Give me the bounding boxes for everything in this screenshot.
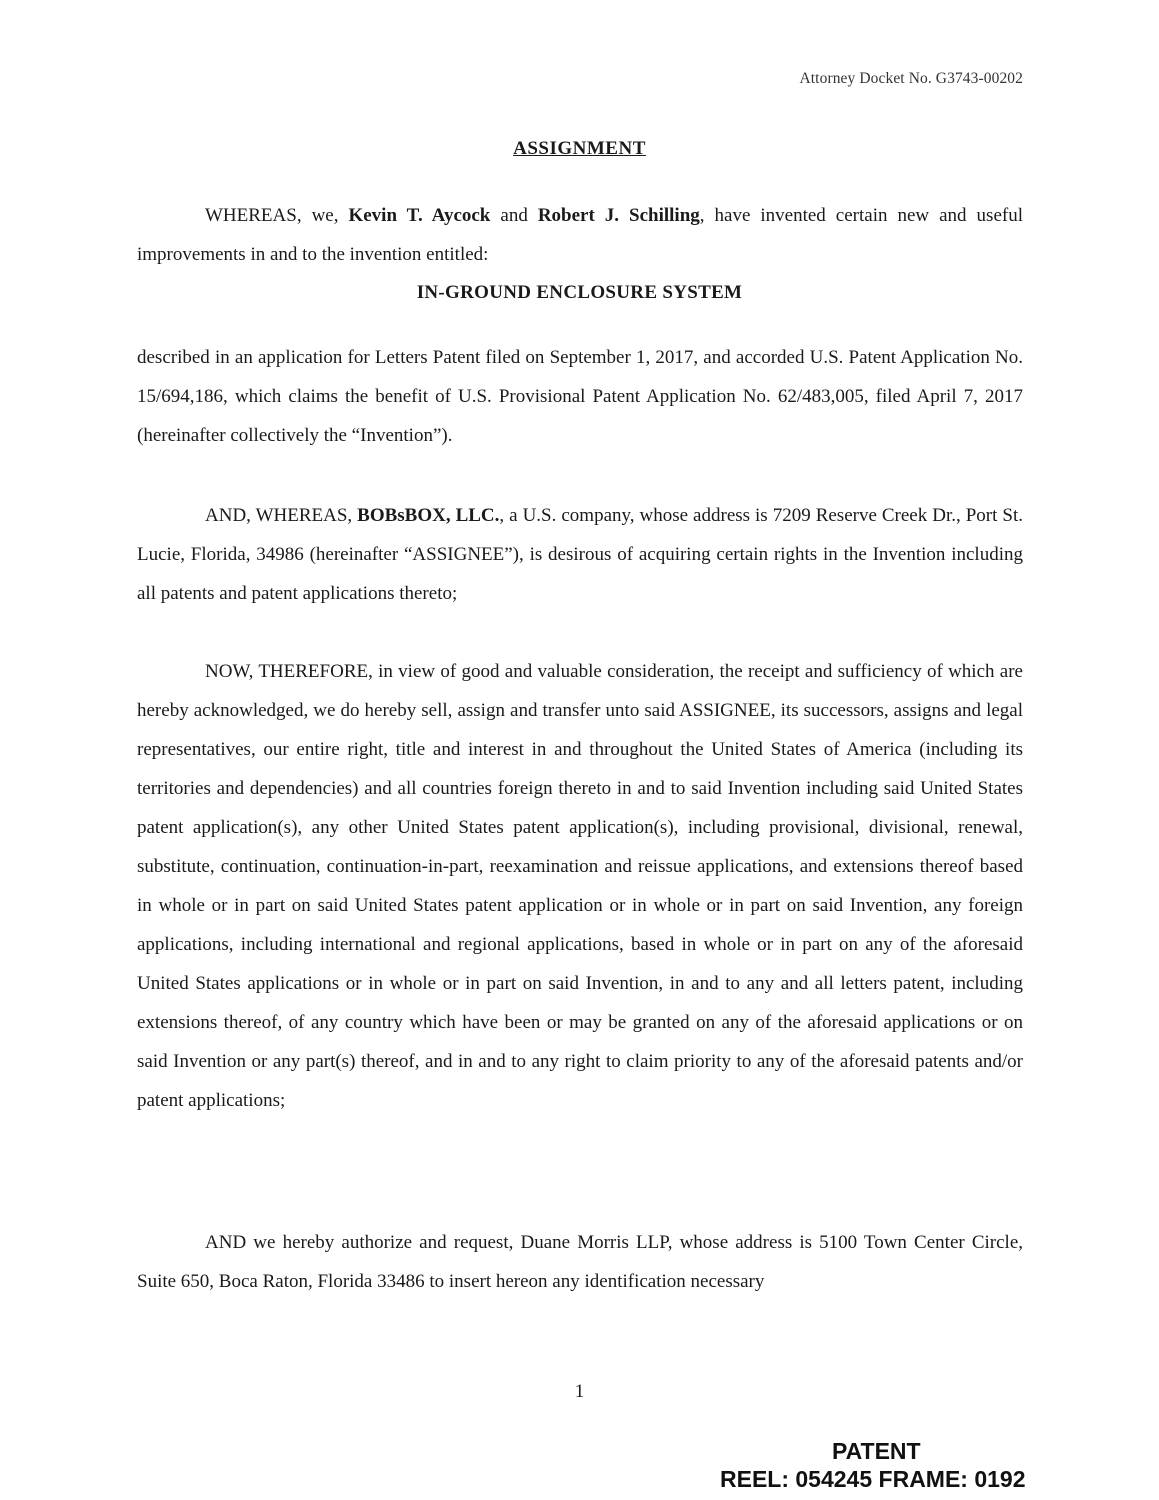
p3-rest: , a U.S. company, whose address is 7209 Reserve Creek Dr., Port St. Lucie, Florida, 34986 (hereinafter “ASSIGNEE”), is desirous of acquiring certain rights in the Invention including all patents and patent applications thereto; xyxy=(137,505,1023,604)
page-number: 1 xyxy=(574,1381,585,1402)
invention-title: IN-GROUND ENCLOSURE SYSTEM xyxy=(416,282,743,303)
p1-conjunction: and xyxy=(490,205,538,226)
attorney-docket-number: Attorney Docket No. G3743-00202 xyxy=(799,70,1023,87)
whereas-assignee-paragraph xyxy=(137,496,1023,613)
inventor-name-1: Kevin T. Aycock xyxy=(348,205,491,226)
document-title: ASSIGNMENT xyxy=(513,138,646,159)
patent-reel-frame-stamp xyxy=(720,1437,1050,1493)
application-description-paragraph: described in an application for Letters Patent filed on September 1, 2017, and accorded U.S. Patent Application No. 15/694,186, which claims the benefit of U.S. Provisional Patent Application No. 62/483,005, filed April 7, 2017 (hereinafter collectively the “Invention”). xyxy=(137,347,1023,446)
inventor-name-2: Robert J. Schilling xyxy=(537,205,700,226)
p1-rest: , have invented certain new and useful improvements in and to the invention entitled: xyxy=(137,205,1023,265)
assignee-name: BOBsBOX, LLC. xyxy=(357,505,500,526)
now-therefore-paragraph: NOW, THEREFORE, in view of good and valuable consideration, the receipt and sufficiency of which are hereby acknowledged, we do hereby sell, assign and transfer unto said ASSIGNEE, its successors, assigns and legal representatives, our entire right, title and interest in and throughout the United States of America (including its territories and dependencies) and all countries foreign thereto in and to said Invention including said United States patent application(s), any other United States patent application(s), including provisional, divisional, renewal, substitute, continuation, continuation-in-part, reexamination and reissue applications, and extensions thereof based in whole or in part on said United States patent application or in whole or in part on said Invention, any foreign applications, including international and regional applications, based in whole or in part on any of the aforesaid United States applications or in whole or in part on said Invention, in and to any and all letters patent, including extensions thereof, of any country which have been or may be granted on any of the aforesaid applications or on said Invention or any part(s) thereof, and in and to any right to claim priority to any of the aforesaid patents and/or patent applications; xyxy=(137,661,1023,1111)
whereas-inventors-paragraph xyxy=(137,196,1023,274)
authorization-paragraph: AND we hereby authorize and request, Duane Morris LLP, whose address is 5100 Town Center Circle, Suite 650, Boca Raton, Florida 33486 to insert hereon any identification necessary xyxy=(137,1232,1023,1292)
stamp-patent-label: PATENT xyxy=(832,1438,921,1464)
p1-lead: WHEREAS, we, xyxy=(205,205,349,226)
p3-lead: AND, WHEREAS, xyxy=(205,505,358,526)
stamp-reel-frame: REEL: 054245 FRAME: 0192 xyxy=(720,1466,1026,1492)
